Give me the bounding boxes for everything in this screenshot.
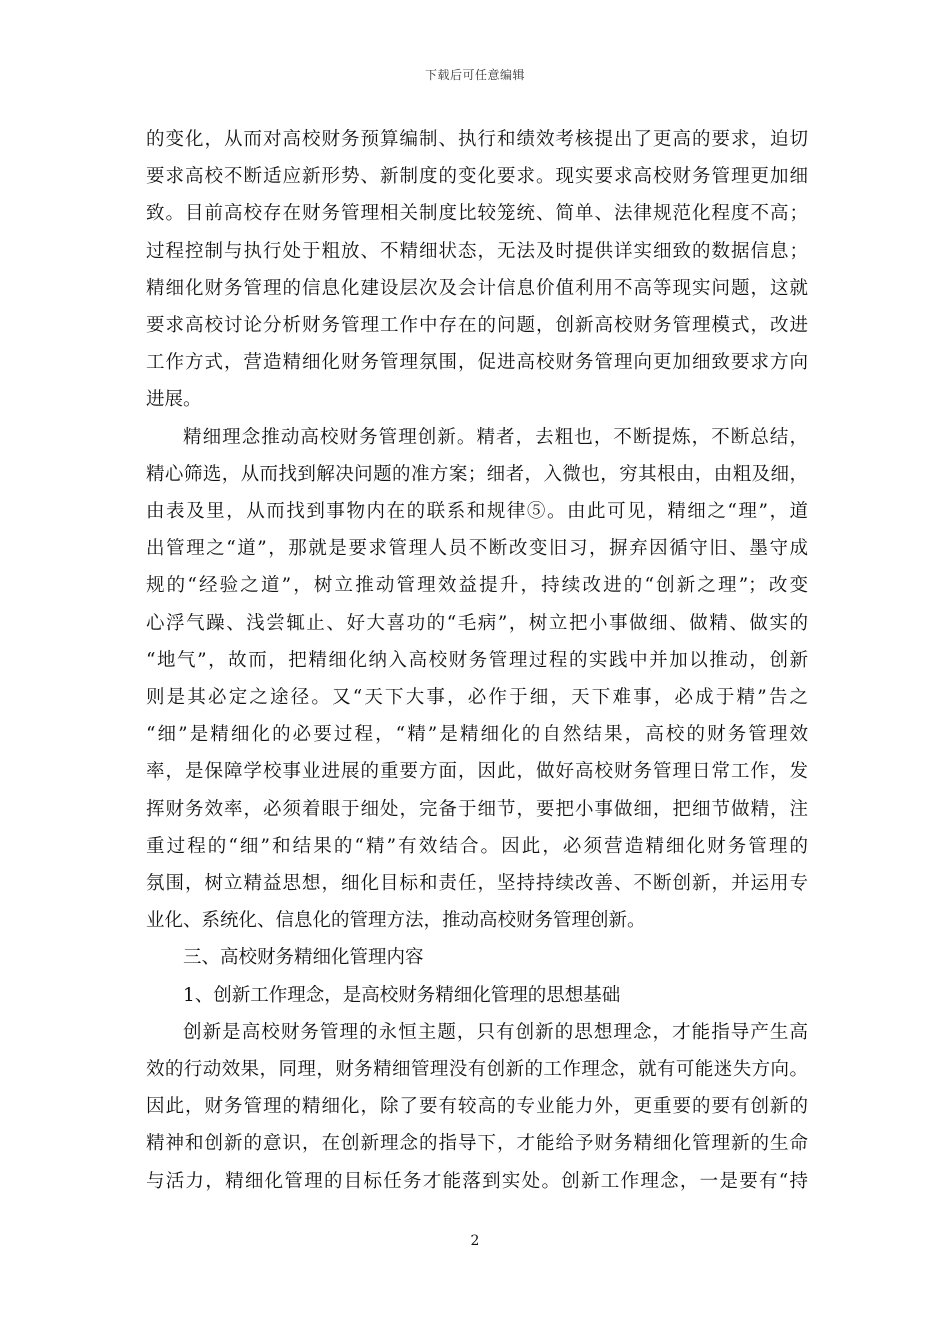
- subsection-heading-text: 1、创新工作理念，是高校财务精细化管理的思想基础: [183, 984, 621, 1006]
- text-line: 精神和创新的意识，在创新理念的指导下，才能给予财务精细化管理新的生命: [146, 1133, 808, 1155]
- page-number: 2: [470, 1233, 480, 1249]
- page-header: 下载后可任意编辑: [424, 68, 525, 82]
- document-body: [146, 121, 808, 1200]
- text-line: “细”是精细化的必要过程，“精”是精细化的自然结果，高校的财务管理效: [146, 724, 808, 746]
- text-line: 精细化财务管理的信息化建设层次及会计信息价值利用不高等现实问题，这就: [146, 277, 808, 299]
- text-line: 精细理念推动高校财务管理创新。精者，去粗也，不断提炼，不断总结，: [183, 426, 808, 448]
- text-line: 则是其必定之途径。又“天下大事，必作于细，天下难事，必成于精”告之: [146, 687, 808, 709]
- text-line: 重过程的“细”和结果的“精”有效结合。因此，必须营造精细化财务管理的: [146, 835, 808, 857]
- text-line: 氛围，树立精益思想，细化目标和责任，坚持持续改善、不断创新，并运用专: [146, 873, 808, 895]
- text-line: 工作方式，营造精细化财务管理氛围，促进高校财务管理向更加细致要求方向: [146, 352, 808, 374]
- text-line: 要求高校讨论分析财务管理工作中存在的问题，创新高校财务管理模式，改进: [146, 315, 808, 337]
- text-line: 要求高校不断适应新形势、新制度的变化要求。现实要求高校财务管理更加细: [146, 166, 808, 188]
- text-line: “地气”，故而，把精细化纳入高校财务管理过程的实践中并加以推动，创新: [146, 649, 808, 671]
- section-heading-text: 三、高校财务精细化管理内容: [183, 947, 424, 969]
- text-line: 挥财务效率，必须着眼于细处，完备于细节，要把小事做细，把细节做精，注: [146, 798, 808, 820]
- text-line: 心浮气躁、浅尝辄止、好大喜功的“毛病”，树立把小事做细、做精、做实的: [146, 612, 808, 634]
- text-line: 规的“经验之道”，树立推动管理效益提升，持续改进的“创新之理”；改变: [146, 575, 808, 597]
- paragraph-3: [146, 1014, 808, 1200]
- paragraph-2: [146, 419, 808, 940]
- text-line: 与活力，精细化管理的目标任务才能落到实处。创新工作理念，一是要有“持: [146, 1170, 808, 1192]
- text-line: 的变化，从而对高校财务预算编制、执行和绩效考核提出了更高的要求，迫切: [146, 129, 808, 150]
- text-line: 致。目前高校存在财务管理相关制度比较笼统、简单、法律规范化程度不高；: [146, 203, 808, 225]
- text-line: 因此，财务管理的精细化，除了要有较高的专业能力外，更重要的要有创新的: [146, 1096, 808, 1118]
- text-line: 进展。: [146, 389, 202, 411]
- text-line: 率，是保障学校事业进展的重要方面，因此，做好高校财务管理日常工作，发: [146, 761, 808, 783]
- text-line: 出管理之“道”，那就是要求管理人员不断改变旧习，摒弃因循守旧、墨守成: [146, 538, 808, 560]
- text-line: 精心筛选，从而找到解决问题的准方案；细者，入微也，穷其根由，由粗及细，: [146, 463, 808, 485]
- text-line: 创新是高校财务管理的永恒主题，只有创新的思想理念，才能指导产生高: [183, 1021, 808, 1043]
- subsection-heading: [146, 977, 808, 1014]
- text-line: 过程控制与执行处于粗放、不精细状态，无法及时提供详实细致的数据信息；: [146, 240, 808, 262]
- text-line: 由表及里，从而找到事物内在的联系和规律⑤。由此可见，精细之“理”，道: [146, 501, 808, 523]
- section-heading: [146, 939, 808, 976]
- paragraph-1: [146, 121, 808, 419]
- text-line: 业化、系统化、信息化的管理方法，推动高校财务管理创新。: [146, 910, 646, 932]
- text-line: 效的行动效果，同理，财务精细管理没有创新的工作理念，就有可能迷失方向。: [146, 1059, 808, 1081]
